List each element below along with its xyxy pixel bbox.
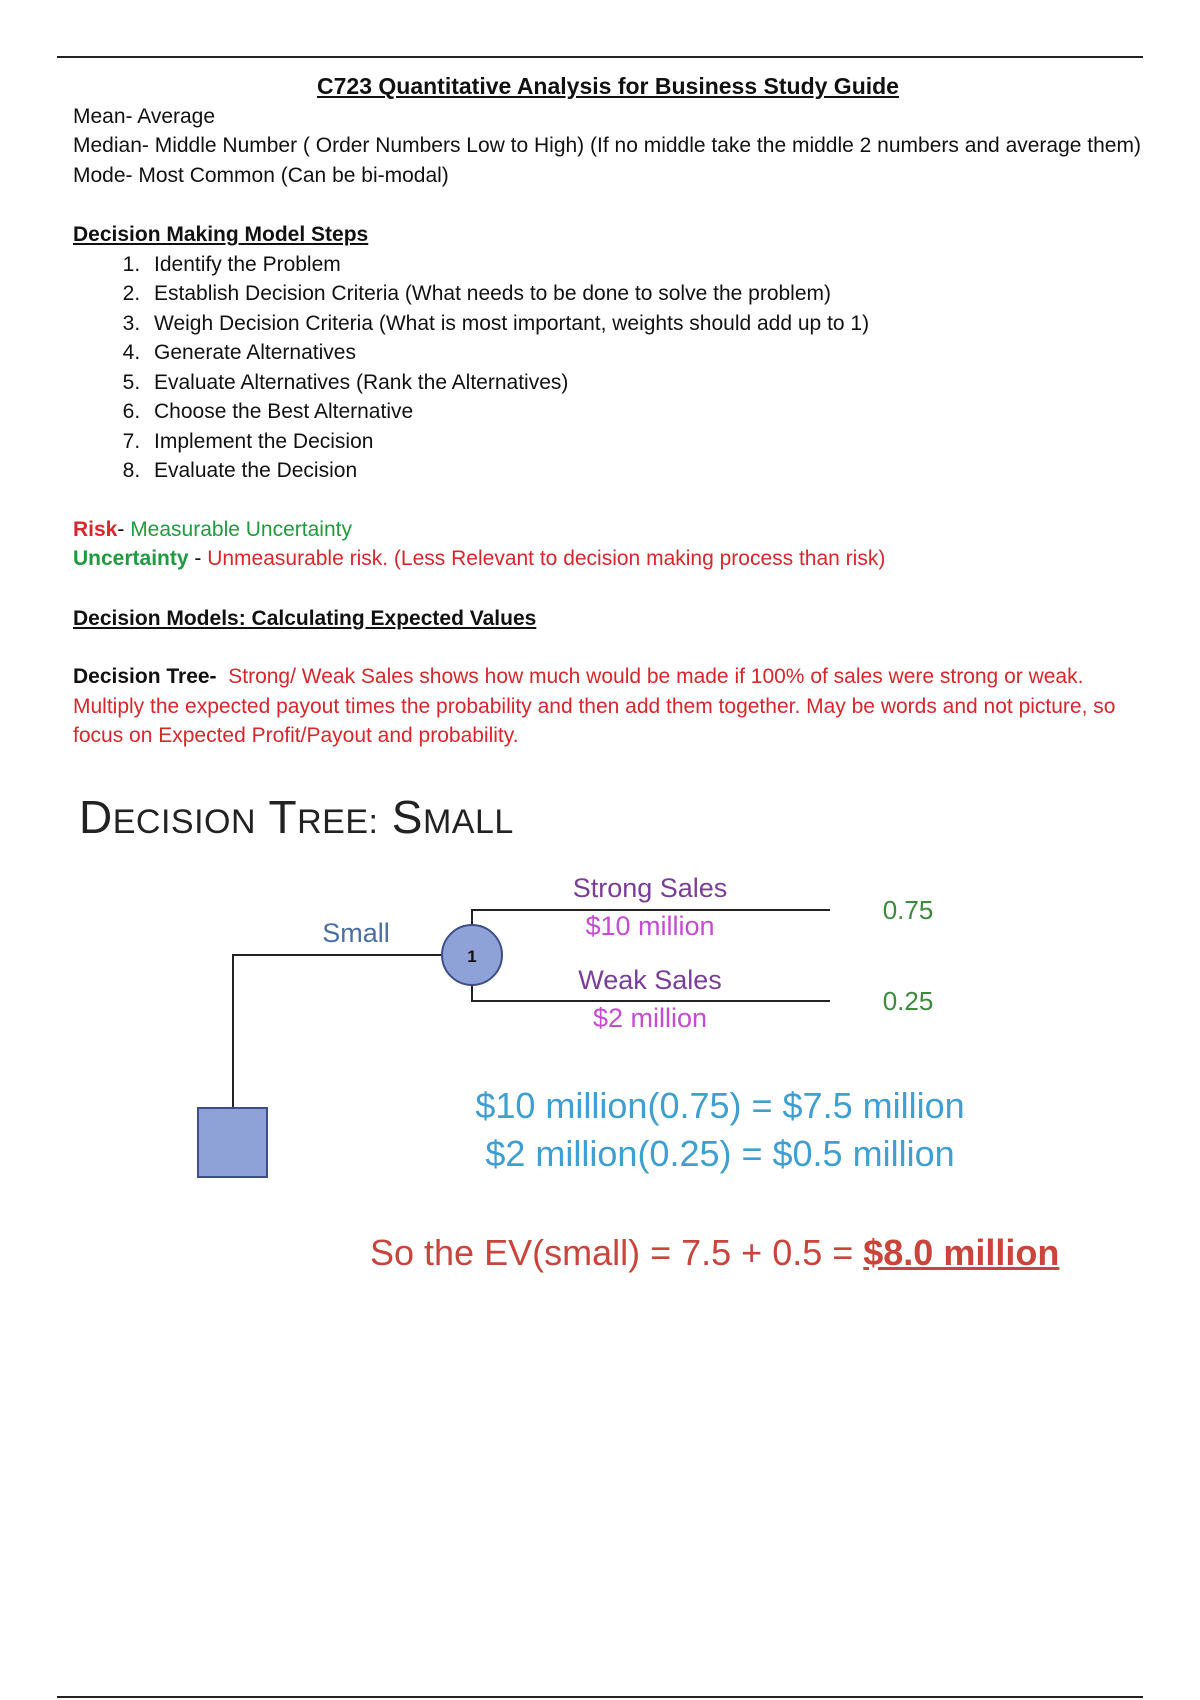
bottom-rule — [57, 1696, 1143, 1698]
study-guide-document — [73, 72, 1143, 751]
mode-definition: Mode- Most Common (Can be bi-modal) — [73, 163, 449, 187]
expected-value-result: $8.0 million — [863, 1232, 1060, 1273]
decision-node-square — [198, 1108, 267, 1177]
steps-heading: Decision Making Model Steps — [73, 223, 369, 246]
risk-text: Measurable Uncertainty — [130, 517, 352, 541]
list-item: 6. Choose the Best Alternative — [146, 397, 1143, 427]
decision-steps-list — [73, 250, 1143, 486]
mean-definition: Mean- Average — [73, 104, 216, 128]
list-item: 2. Establish Decision Criteria (What needs to be done to solve the problem) — [146, 279, 1143, 309]
list-item: 5. Evaluate Alternatives (Rank the Alternatives) — [146, 368, 1143, 398]
calculation-line-2: $2 million(0.25) = $0.5 million — [485, 1133, 955, 1174]
uncertainty-definition: Uncertainty - Unmeasurable risk. (Less Relevant to decision making process than risk) — [73, 547, 886, 570]
list-item: 4. Generate Alternatives — [146, 338, 1143, 368]
median-definition: Median- Middle Number ( Order Numbers Low to High) (If no middle take the middle 2 numbers and average them) — [73, 134, 1141, 157]
chance-node-label: 1 — [467, 947, 477, 966]
slide-title: DECISION TREE: SMALL — [79, 791, 514, 843]
document-title: C723 Quantitative Analysis for Business Study Guide — [317, 73, 899, 99]
small-branch-label: Small — [322, 918, 390, 948]
models-heading: Decision Models: Calculating Expected Values — [73, 606, 537, 630]
expected-value-prefix: So the EV(small) = 7.5 + 0.5 = — [370, 1232, 864, 1273]
strong-sales-label: Strong Sales — [572, 873, 728, 903]
weak-sales-probability: 0.25 — [882, 986, 934, 1016]
decision-tree-note — [73, 662, 1143, 751]
uncertainty-term: Uncertainty — [73, 547, 189, 570]
uncertainty-text: Unmeasurable risk. (Less Relevant to decision making process than risk) — [207, 547, 886, 570]
weak-sales-value: $2 million — [592, 1003, 708, 1033]
small-branch-line — [233, 955, 448, 1108]
list-item: 3. Weigh Decision Criteria (What is most important, weights should add up to 1) — [146, 309, 1143, 339]
decision-tree-text: Strong/ Weak Sales shows how much would be made if 100% of sales were strong or weak. Multiply the expected payout times the probability and then add them together. May be words and not picture, so focus on Expected Profit/Payout and probability. — [73, 665, 1116, 747]
top-rule — [57, 56, 1143, 58]
strong-sales-probability: 0.75 — [882, 895, 934, 925]
risk-term: Risk — [73, 517, 118, 541]
list-item: 7. Implement the Decision — [146, 427, 1143, 457]
calculation-line-1: $10 million(0.75) = $7.5 million — [475, 1085, 965, 1126]
risk-definition: Risk- Measurable Uncertainty — [73, 517, 352, 541]
expected-value-line — [370, 1232, 1059, 1274]
decision-tree-term: Decision Tree- — [73, 665, 217, 688]
strong-sales-value: $10 million — [585, 911, 715, 941]
weak-sales-label: Weak Sales — [578, 965, 722, 995]
list-item: 1. Identify the Problem — [146, 250, 1143, 280]
list-item: 8. Evaluate the Decision — [146, 456, 1143, 486]
